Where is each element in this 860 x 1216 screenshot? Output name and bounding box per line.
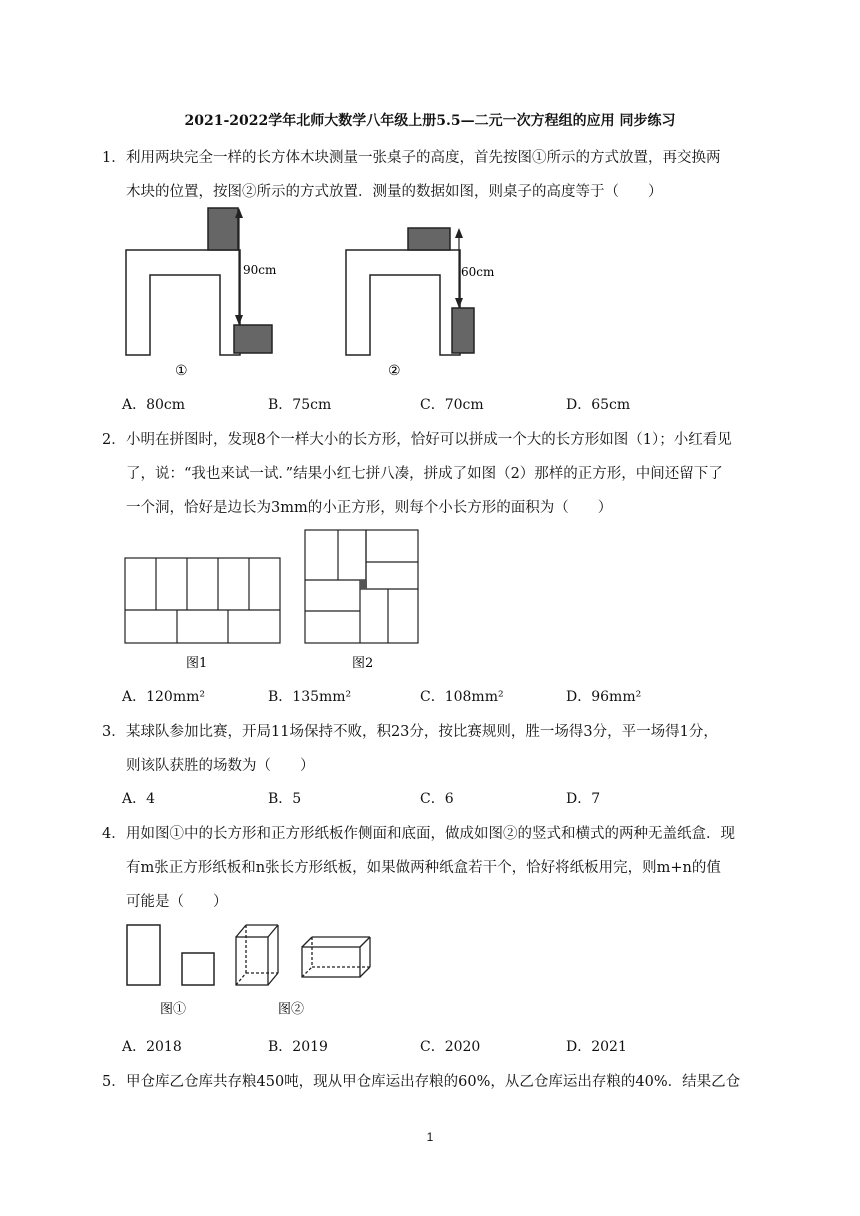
block-top-1 [208,208,238,250]
figure-2-caption-2: 图2 [352,656,374,671]
q4-option-a[interactable]: A．2018 [122,1039,182,1055]
center-hole [360,580,367,589]
block-top-2 [408,228,450,250]
q4-option-d[interactable]: D．2021 [566,1039,627,1055]
measure-label-1: 90cm [243,263,277,277]
square-board [182,953,214,985]
question-4-line-3: 可能是（ ） [126,894,228,910]
block-bottom-1 [234,325,272,353]
q2-option-b[interactable]: B．135mm² [268,689,352,705]
rectangle-board [127,925,160,985]
q1-option-b[interactable]: B．75cm [268,397,332,413]
block-bottom-2 [452,308,474,353]
rectangle-grid-1 [125,558,280,643]
question-4-figure [120,915,380,1025]
question-1-figure [110,200,510,385]
question-2-line-3: 一个洞，恰好是边长为3mm的小正方形，则每个小长方形的面积为（ ） [126,500,613,516]
horizontal-box [302,937,370,977]
page-title: 2021-2022学年北师大数学八年级上册5.5—二元一次方程组的应用 同步练习 [184,113,676,129]
figure-caption-1: ① [175,363,188,379]
figure-4-caption-1: 图① [160,1002,187,1017]
question-3-line-2: 则该队获胜的场数为（ ） [126,758,315,774]
q2-option-c[interactable]: C．108mm² [420,689,504,705]
figure-2-caption-1: 图1 [186,656,208,671]
measure-label-2: 60cm [461,265,495,279]
q3-option-c[interactable]: C．6 [420,791,454,807]
question-4-line-1: 用如图①中的长方形和正方形纸板作侧面和底面，做成如图②的竖式和横式的两种无盖纸盒．现 [126,826,735,842]
question-4-number: 4． [102,826,126,842]
q1-option-c[interactable]: C．70cm [420,397,484,413]
q3-option-d[interactable]: D．7 [566,791,601,807]
q2-option-d[interactable]: D．96mm² [566,689,642,705]
figure-caption-2: ② [388,363,401,379]
question-2-number: 2． [102,432,126,448]
q1-option-a[interactable]: A．80cm [122,397,186,413]
q4-option-c[interactable]: C．2020 [420,1039,481,1055]
question-5-number: 5． [102,1074,126,1090]
question-1-line-1: 利用两块完全一样的长方体木块测量一张桌子的高度，首先按图①所示的方式放置，再交换两 [126,150,721,166]
question-2-line-1: 小明在拼图时，发现8个一样大小的长方形，恰好可以拼成一个大的长方形如图（1）；小红看见 [126,432,732,448]
q1-option-d[interactable]: D．65cm [566,397,631,413]
q4-option-b[interactable]: B．2019 [268,1039,328,1055]
figure-4-caption-2: 图② [278,1002,305,1017]
table-shape-1 [126,250,240,355]
q3-option-b[interactable]: B．5 [268,791,302,807]
question-5-line-1: 甲仓库乙仓库共存粮450吨，现从甲仓库运出存粮的60%，从乙仓库运出存粮的40%．结果乙仓 [126,1074,741,1090]
q2-option-a[interactable]: A．120mm² [122,689,205,705]
question-1-number: 1． [102,150,126,166]
table-shape-2 [346,250,460,355]
page-number: 1 [426,1130,434,1144]
question-2-line-2: 了，说：“我也来试一试．”结果小红七拼八凑，拼成了如图（2）那样的正方形，中间还留下了 [126,466,723,482]
q3-option-a[interactable]: A．4 [122,791,156,807]
question-3-line-1: 某球队参加比赛，开局11场保持不败，积23分，按比赛规则，胜一场得3分，平一场得1分， [126,724,718,740]
question-1-line-2: 木块的位置，按图②所示的方式放置．测量的数据如图，则桌子的高度等于（ ） [126,184,663,200]
question-3-number: 3． [102,724,126,740]
question-4-line-2: 有m张正方形纸板和n张长方形纸板，如果做两种纸盒若干个，恰好将纸板用完，则m+n的值 [126,860,721,876]
question-2-figure [120,525,430,675]
vertical-box [236,925,278,985]
